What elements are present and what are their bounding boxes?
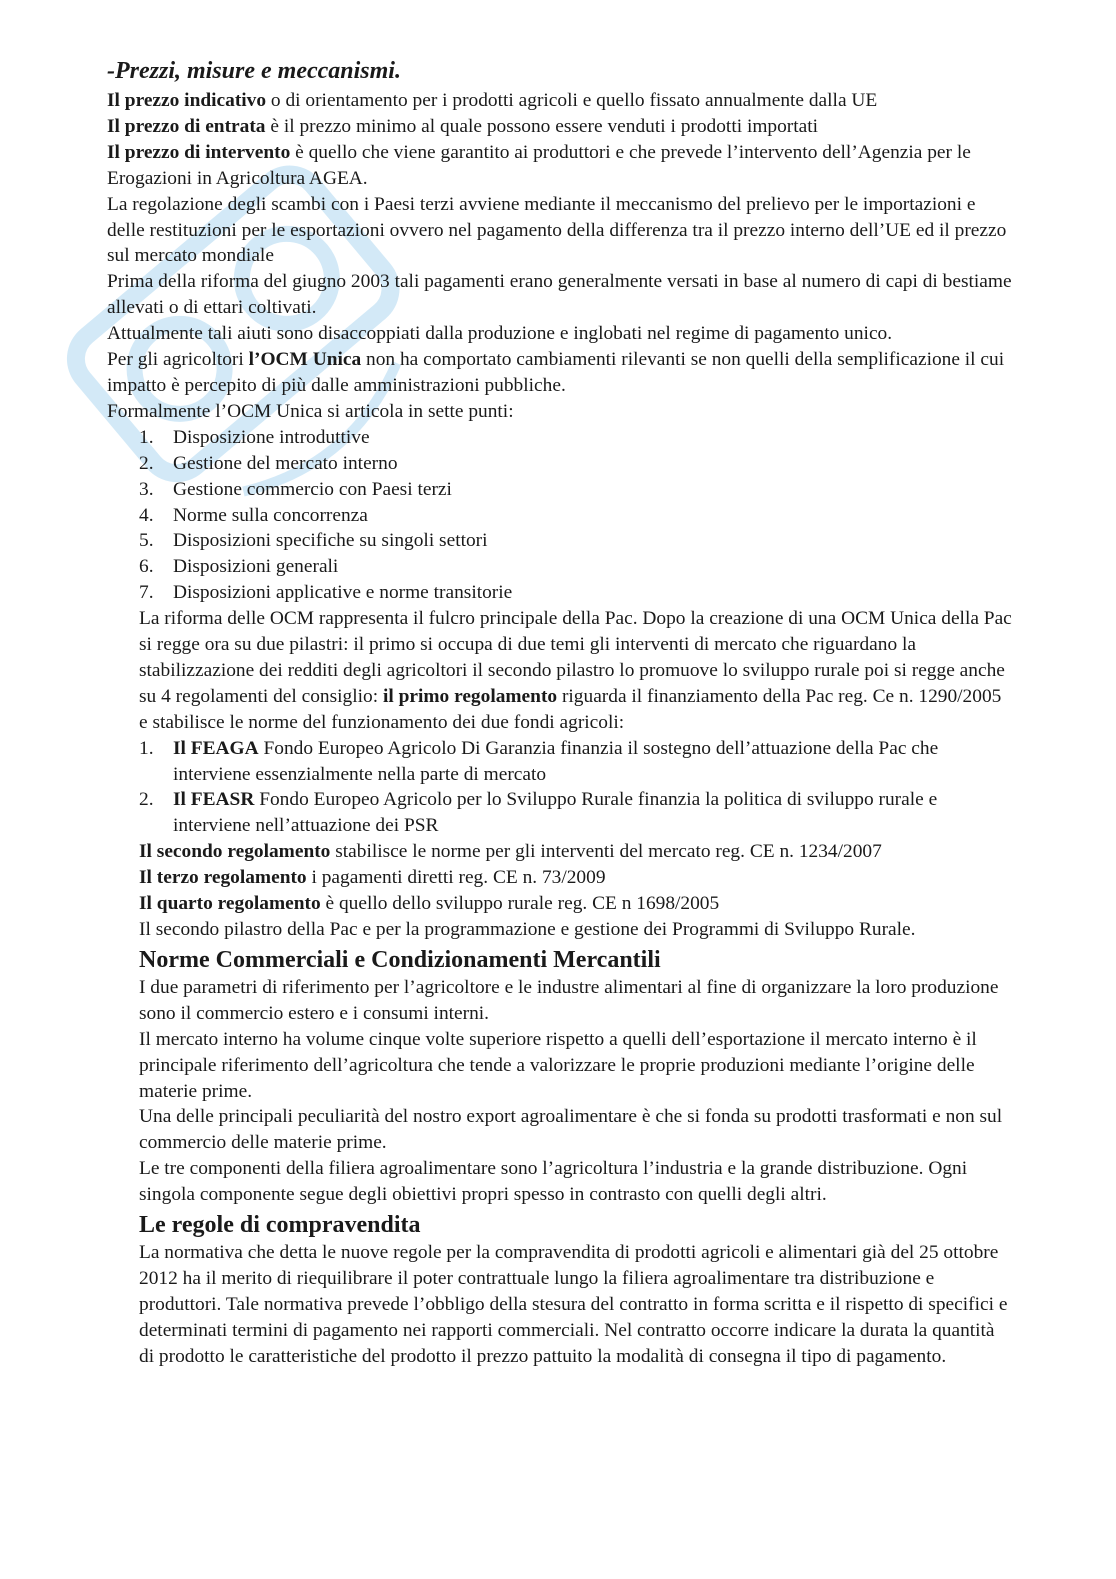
norme-para-2: Il mercato interno ha volume cinque volte superiore rispetto a quelli dell’esportazione il mercato interno è il principale riferimento dell’agricoltura che tende a valorizzare le proprie produzioni mediante l’origine delle materie prime. [139,1028,977,1102]
list-item: 2. Il FEASR Fondo Europeo Agricolo per lo Sviluppo Rurale finanzia la politica di sviluppo rurale e interviene nell’attuazione dei PSR [139,789,938,837]
list-item: 5. Disposizioni specifiche su singoli settori [139,530,488,552]
intro-line-3: Il prezzo di intervento è quello che viene garantito ai produttori e che prevede l’intervento dell’Agenzia per le Erogazioni in Agricoltura AGEA. [107,141,971,189]
heading-norme-commerciali: Norme Commerciali e Condizionamenti Mercantili [139,946,661,973]
heading-regole-compravendita: Le regole di compravendita [139,1212,421,1239]
regolamento-terzo: Il terzo regolamento i pagamenti diretti reg. CE n. 73/2009 [139,867,606,889]
para-riforma: Prima della riforma del giugno 2003 tali pagamenti erano generalmente versati in base al numero di capi di bestiame allevati o di ettari coltivati. [107,271,1012,319]
list-item: 3. Gestione commercio con Paesi terzi [139,478,452,500]
intro-line-2: Il prezzo di entrata è il prezzo minimo al quale possono essere venduti i prodotti importati [107,115,819,137]
regolamento-secondo: Il secondo regolamento stabilisce le norme per gli interventi del mercato reg. CE n. 1234/2007 [139,841,882,863]
sette-punti-list [107,425,1012,606]
fondi-list [107,736,1012,840]
para-riforma-ocm: La riforma delle OCM rappresenta il fulcro principale della Pac. Dopo la creazione di una OCM Unica della Pac si regge ora su due pilastri: il primo si occupa di due temi gli interventi di mercato che riguardano la stabilizzazione dei redditi degli agricoltori il secondo pilastro lo promuove lo sviluppo rurale poi si regge anche su 4 regolamenti del consiglio: il primo regolamento riguarda il finanziamento della Pac reg. Ce n. 1290/2005 e stabilisce le norme del funzionamento dei due fondi agricoli: [139,608,1012,733]
doc-title: -Prezzi, misure e meccanismi. [107,58,401,84]
para-regolazione: La regolazione degli scambi con i Paesi terzi avviene mediante il meccanismo del prelievo per le importazioni e delle restituzioni per le esportazioni ovvero nel pagamento della differenza tra il prezzo interno dell’UE ed il prezzo sul mercato mondiale [107,193,1007,267]
intro-line-1: Il prezzo indicativo o di orientamento per i prodotti agricoli e quello fissato annualmente dalla UE [107,90,878,111]
para-ocm: Per gli agricoltori l’OCM Unica non ha comportato cambiamenti rilevanti se non quelli della semplificazione il cui impatto è percepito di più dalle amministrazioni pubbliche. [107,349,1005,396]
para-attualmente: Attualmente tali aiuti sono disaccoppiati dalla produzione e inglobati nel regime di pagamento unico. [107,323,893,345]
para-secondo-pilastro: Il secondo pilastro della Pac e per la programmazione e gestione dei Programmi di Sviluppo Rurale. [139,919,916,940]
list-item: 4. Norme sulla concorrenza [139,504,368,526]
list-item: 1. Disposizione introduttive [139,426,370,448]
regole-para: La normativa che detta le nuove regole per la compravendita di prodotti agricoli e alimentari già del 25 ottobre 2012 ha il merito di riequilibrare il poter contrattuale lungo la filiera agroalimentare tra distribuzione e produttori. Tale normativa prevede l’obbligo della stesura del contratto in forma scritta e il rispetto di specifici e determinati termini di pagamento nei rapporti commerciali. Nel contratto occorre indicare la durata la quantità di prodotto le caratteristiche del prodotto il prezzo pattuito la modalità di consegna il tipo di pagamento. [139,1242,1008,1367]
norme-para-1: I due parametri di riferimento per l’agricoltore e le industre alimentari al fine di organizzare la loro produzione sono il commercio estero e i consumi interni. [139,976,999,1024]
para-formalmente: Formalmente l’OCM Unica si articola in sette punti: [107,400,514,422]
norme-para-3: Una delle principali peculiarità del nostro export agroalimentare è che si fonda su prodotti trasformati e non sul commercio delle materie prime. [139,1106,1003,1154]
regolamento-quarto: Il quarto regolamento è quello dello sviluppo rurale reg. CE n 1698/2005 [139,893,720,915]
list-item: 2. Gestione del mercato interno [139,452,398,474]
list-item: 7. Disposizioni applicative e norme transitorie [139,582,513,604]
document-page [107,56,1012,1370]
list-item: 6. Disposizioni generali [139,556,339,578]
list-item: 1. Il FEAGA Fondo Europeo Agricolo Di Garanzia finanzia il sostegno dell’attuazione della Pac che interviene essenzialmente nella parte di mercato [139,737,939,785]
norme-para-4: Le tre componenti della filiera agroalimentare sono l’agricoltura l’industria e la grande distribuzione. Ogni singola componente segue degli obiettivi propri spesso in contrasto con quelli degli altri. [139,1158,968,1206]
